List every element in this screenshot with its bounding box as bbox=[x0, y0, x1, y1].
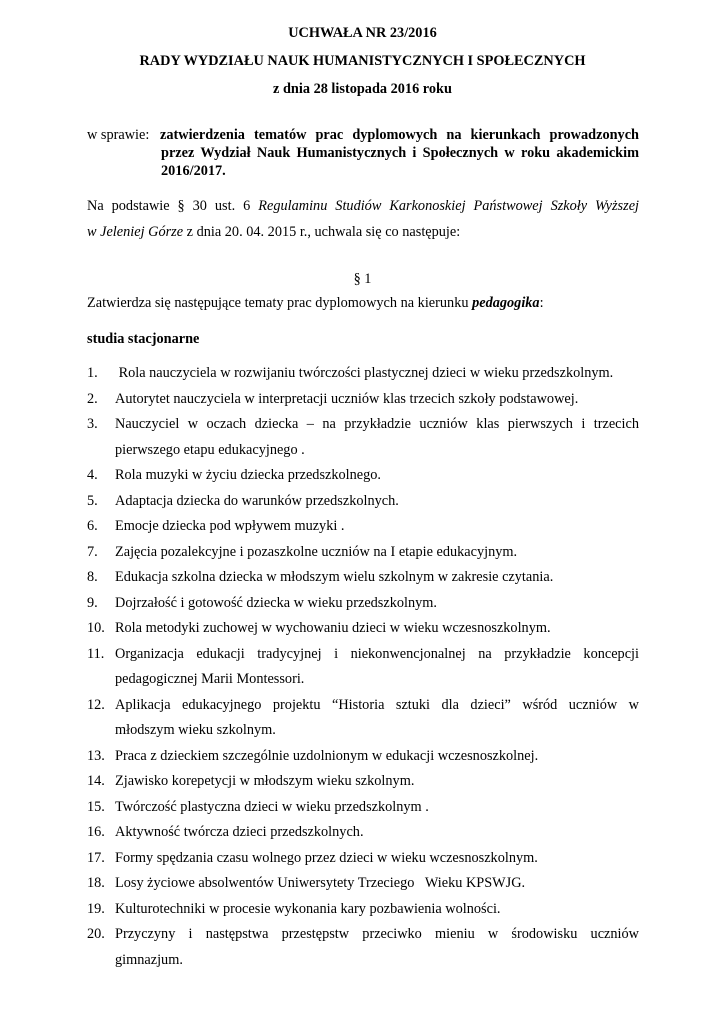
regulation-city: w Jeleniej Górze bbox=[87, 224, 184, 240]
topic-number: 16. bbox=[87, 824, 105, 840]
topic-number: 18. bbox=[87, 875, 105, 891]
topic-number: 9. bbox=[87, 594, 98, 611]
topic-number: 12. bbox=[87, 696, 105, 713]
topic-item bbox=[87, 591, 639, 617]
subject-line-1: zatwierdzenia tematów prac dyplomowych na kierunkach prowadzonych bbox=[160, 127, 639, 143]
topic-item bbox=[87, 871, 639, 897]
topic-item bbox=[87, 769, 639, 795]
topic-number: 19. bbox=[87, 900, 105, 917]
intro-post: : bbox=[539, 295, 544, 311]
topic-item bbox=[87, 565, 639, 591]
topic-text-line-2: młodszym wieku szkolnym. bbox=[115, 722, 276, 738]
topic-item bbox=[87, 540, 639, 566]
regulation-name: Regulaminu Studiów Karkonoskiej Państwowej Szkoły Wyższej bbox=[258, 198, 640, 214]
topic-text: Autorytet nauczyciela w interpretacji uczniów klas trzecich szkoły podstawowej. bbox=[115, 390, 579, 407]
topic-text-line-1: Aplikacja edukacyjnego projektu “Historia sztuki dla dzieci” wśród uczniów w bbox=[115, 696, 639, 713]
council-name: RADY WYDZIAŁU NAUK HUMANISTYCZNYCH I SPOŁECZNYCH bbox=[139, 53, 586, 69]
topic-item bbox=[87, 820, 639, 846]
intro-pre: Zatwierdza się następujące tematy prac dyplomowych na kierunku bbox=[87, 295, 473, 311]
topic-number: 2. bbox=[87, 390, 98, 407]
topic-item bbox=[87, 846, 639, 872]
subject-lead: w sprawie: bbox=[87, 127, 150, 143]
topic-item bbox=[87, 361, 639, 387]
topic-text: Formy spędzania czasu wolnego przez dzieci w wieku wczesnoszkolnym. bbox=[115, 849, 538, 866]
section-heading: studia stacjonarne bbox=[87, 331, 200, 347]
topic-text: Kulturotechniki w procesie wykonania kary pozbawienia wolności. bbox=[115, 900, 501, 917]
topic-text: Losy życiowe absolwentów Uniwersytety Trzeciego Wieku KPSWJG. bbox=[115, 875, 526, 891]
topic-number: 20. bbox=[87, 926, 105, 942]
topic-number: 11. bbox=[87, 645, 105, 662]
topic-item bbox=[87, 463, 639, 489]
subject-line-3: 2016/2017. bbox=[161, 163, 226, 179]
topic-text: Rola muzyki w życiu dziecka przedszkolnego. bbox=[115, 467, 381, 483]
topic-number: 3. bbox=[87, 416, 98, 432]
topic-item bbox=[87, 489, 639, 515]
topic-item bbox=[87, 387, 639, 413]
legal-basis-pre: Na podstawie § 30 ust. 6 bbox=[87, 198, 251, 214]
resolution-date: z dnia 28 listopada 2016 roku bbox=[273, 81, 452, 97]
legal-basis-post: z dnia 20. 04. 2015 r., uchwala się co następuje: bbox=[183, 224, 461, 240]
topic-text: Rola metodyki zuchowej w wychowaniu dzieci w wieku wczesnoszkolnym. bbox=[115, 620, 551, 636]
topic-text: Adaptacja dziecka do warunków przedszkolnych. bbox=[115, 492, 399, 509]
legal-basis-line-2 bbox=[87, 219, 639, 245]
legal-basis bbox=[87, 193, 639, 245]
topic-text-line-1: Nauczyciel w oczach dziecka – na przykładzie uczniów klas pierwszych i trzecich bbox=[115, 416, 639, 432]
topic-text: Aktywność twórcza dzieci przedszkolnych. bbox=[115, 824, 364, 840]
topic-item bbox=[87, 514, 639, 540]
subject-line-2: przez Wydział Nauk Humanistycznych i Społecznych w roku akademickim bbox=[161, 145, 639, 161]
topic-item bbox=[87, 412, 639, 463]
topic-item bbox=[87, 897, 639, 923]
topic-number: 15. bbox=[87, 798, 105, 815]
intro-text bbox=[87, 294, 639, 312]
topic-text-line-2: gimnazjum. bbox=[115, 951, 183, 968]
topic-text: Zjawisko korepetycji w młodszym wieku szkolnym. bbox=[115, 773, 415, 789]
topic-number: 4. bbox=[87, 467, 98, 483]
field-name: pedagogika bbox=[472, 295, 540, 311]
topic-item bbox=[87, 795, 639, 821]
legal-basis-line-1 bbox=[87, 193, 639, 219]
topic-text: Zajęcia pozalekcyjne i pozaszkolne uczniów na I etapie edukacyjnym. bbox=[115, 543, 518, 560]
topic-number: 1. bbox=[87, 365, 98, 381]
topic-text: Rola nauczyciela w rozwijaniu twórczości plastycznej dzieci w wieku przedszkolnym. bbox=[115, 365, 614, 381]
topic-text-line-1: Przyczyny i następstwa przestępstw przeciwko mieniu w środowisku uczniów bbox=[115, 926, 639, 942]
topic-item bbox=[87, 922, 639, 973]
subject-text bbox=[161, 126, 639, 180]
topics-list bbox=[87, 361, 639, 973]
topic-number: 10. bbox=[87, 620, 105, 636]
topic-number: 6. bbox=[87, 518, 98, 534]
paragraph-sign: § 1 bbox=[353, 271, 372, 287]
topic-text-line-2: pedagogicznej Marii Montessori. bbox=[115, 671, 305, 687]
topic-number: 13. bbox=[87, 747, 105, 764]
topic-number: 7. bbox=[87, 543, 98, 560]
topic-number: 17. bbox=[87, 849, 105, 866]
topic-text-line-2: pierwszego etapu edukacyjnego . bbox=[115, 441, 305, 458]
topic-number: 8. bbox=[87, 569, 98, 585]
topic-item bbox=[87, 693, 639, 744]
topic-text-line-1: Organizacja edukacji tradycyjnej i niekonwencjonalnej na przykładzie koncepcji bbox=[115, 645, 639, 662]
topic-item bbox=[87, 642, 639, 693]
topic-text: Dojrzałość i gotowość dziecka w wieku przedszkolnym. bbox=[115, 594, 437, 611]
topic-number: 14. bbox=[87, 773, 105, 789]
topic-text: Praca z dzieckiem szczególnie uzdolnionym w edukacji wczesnoszkolnej. bbox=[115, 747, 539, 764]
topic-number: 5. bbox=[87, 492, 98, 509]
topic-text: Edukacja szkolna dziecka w młodszym wielu szkolnym w zakresie czytania. bbox=[115, 569, 554, 585]
topic-text: Twórczość plastyczna dzieci w wieku przedszkolnym . bbox=[115, 798, 429, 815]
topic-item bbox=[87, 616, 639, 642]
resolution-number: UCHWAŁA NR 23/2016 bbox=[288, 25, 437, 41]
topic-item bbox=[87, 744, 639, 770]
topic-text: Emocje dziecka pod wpływem muzyki . bbox=[115, 518, 345, 534]
